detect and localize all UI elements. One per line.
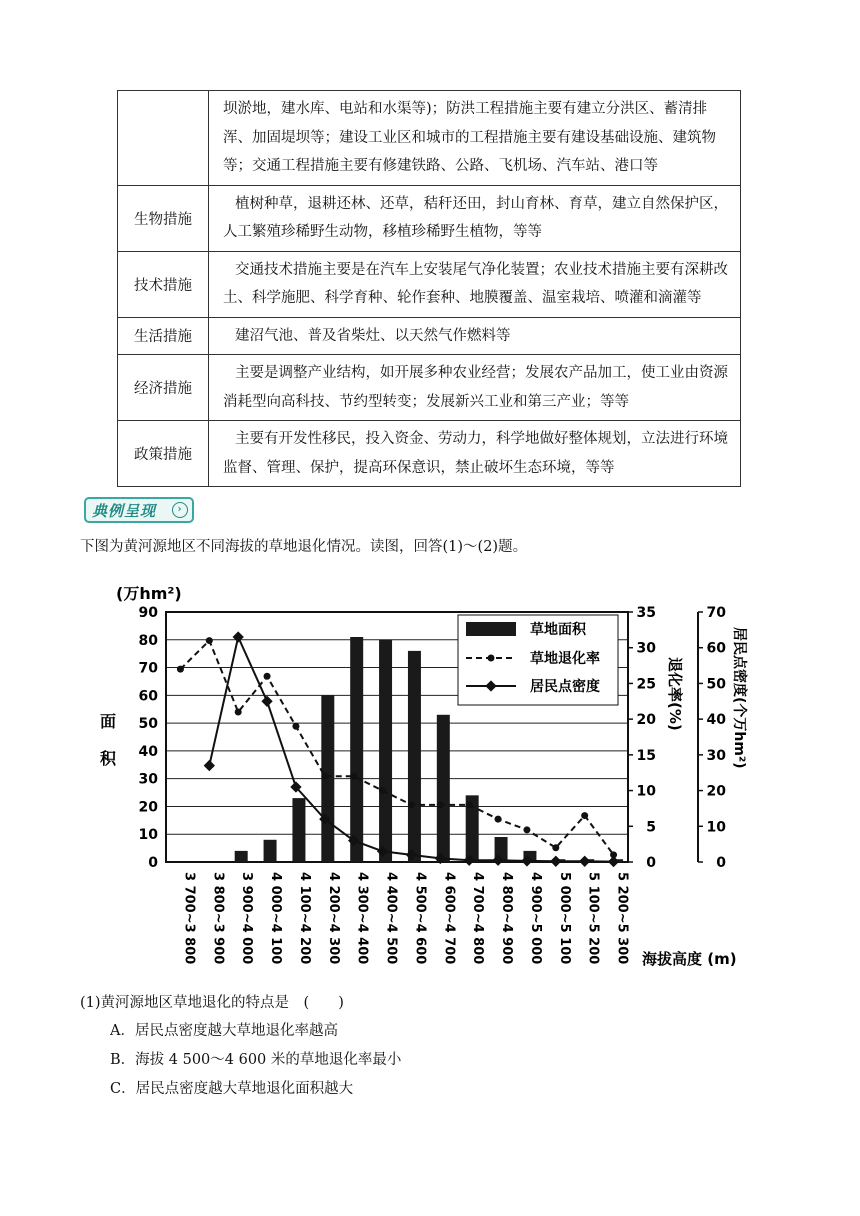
option-a[interactable]: A．居民点密度越大草地退化率越高	[110, 1023, 338, 1039]
description-text: 植树种草，退耕还林、还草，秸秆还田，封山育林、育草，建立自然保护区，人工繁殖珍稀野生动物，移植珍稀野生植物，等等	[223, 195, 728, 240]
chart-svg	[80, 552, 780, 977]
bar-mark	[235, 851, 248, 862]
x-tick-label: 4 400~4 500	[383, 872, 399, 965]
x-tick-label: 4 200~4 300	[325, 872, 341, 965]
bar-mark	[264, 840, 277, 862]
density-point	[550, 856, 561, 867]
category-cell: 生物措施	[118, 185, 209, 251]
x-tick-label: 3 800~3 900	[210, 872, 226, 965]
description-cell	[209, 317, 741, 355]
bar-mark	[437, 715, 450, 862]
y-mid-tick-label: 25	[636, 676, 656, 693]
category-cell: 政策措施	[118, 421, 209, 487]
y-right-tick-label: 0	[716, 855, 726, 871]
badge-label: 典例呈现	[92, 501, 157, 520]
y-right-tick-label: 60	[706, 640, 726, 657]
rate-point	[437, 801, 444, 808]
description-text: 主要是调整产业结构，如开展多种农业经营；发展农产品加工，使工业由资源消耗型向高科技、节约型转变；发展新兴工业和第三产业；等等	[223, 365, 728, 410]
description-cell	[209, 91, 741, 186]
rate-point	[408, 801, 415, 808]
x-tick-label: 5 000~5 100	[556, 872, 572, 965]
bar-mark	[292, 798, 305, 862]
option-b[interactable]: B．海拔 4 500～4 600 米的草地退化率最小	[110, 1052, 402, 1068]
density-point	[608, 856, 619, 867]
y-mid-tick-label: 5	[646, 819, 656, 836]
y-left-title: 面	[100, 712, 117, 731]
y-right-title: 居民点密度(个万hm²)	[731, 627, 747, 769]
y-mid-tick-label: 35	[636, 605, 656, 621]
rate-point	[581, 812, 588, 819]
density-point	[233, 631, 244, 642]
x-axis-title: 海拔高度 (m)	[642, 950, 737, 968]
legend-label: 居民点密度	[530, 679, 600, 695]
description-cell	[209, 185, 741, 251]
x-tick-label: 4 300~4 400	[354, 872, 370, 965]
y-mid-tick-label: 10	[636, 783, 656, 800]
table-row	[118, 317, 741, 355]
y-mid-tick-label: 20	[636, 712, 656, 729]
table-row	[118, 355, 741, 421]
y-left-tick-label: 10	[138, 827, 158, 844]
intro-text: 下图为黄河源地区不同海拔的草地退化情况。读图，回答(1)～(2)题。	[80, 539, 528, 555]
description-text: 交通技术措施主要是在汽车上安装尾气净化装置；农业技术措施主要有深耕改土、科学施肥、科学育种、轮作套种、地膜覆盖、温室栽培、喷灌和滴灌等	[223, 261, 728, 306]
y-left-tick-label: 80	[138, 632, 158, 649]
legend-rate-marker	[488, 655, 495, 662]
legend-bar-swatch	[466, 622, 516, 636]
x-tick-label: 4 700~4 800	[470, 872, 486, 965]
measures-table	[117, 90, 741, 487]
arrow-right-icon: ›	[172, 502, 188, 518]
y-left-tick-label: 90	[138, 605, 158, 621]
x-tick-label: 4 000~4 100	[268, 872, 284, 965]
legend-label: 草地面积	[530, 622, 586, 638]
y-mid-tick-label: 0	[646, 855, 656, 871]
y-left-tick-label: 40	[138, 743, 158, 760]
y-left-tick-label: 70	[138, 660, 158, 677]
option-c[interactable]: C．居民点密度越大草地退化面积越大	[110, 1081, 354, 1097]
description-text: 主要有开发性移民，投入资金、劳动力，科学地做好整体规划，立法进行环境监督、管理、保护，提高环保意识，禁止破坏生态环境，等等	[223, 431, 728, 476]
y-right-tick-label: 20	[706, 783, 726, 800]
category-cell	[118, 91, 209, 186]
density-point	[261, 696, 272, 707]
rate-point	[350, 773, 357, 780]
rate-point	[523, 826, 530, 833]
table-row	[118, 421, 741, 487]
rate-point	[321, 773, 328, 780]
x-tick-label: 3 700~3 800	[181, 872, 197, 965]
description-cell	[209, 355, 741, 421]
rate-point	[264, 673, 271, 680]
y-right-tick-label: 50	[706, 676, 726, 693]
rate-point	[466, 801, 473, 808]
bar-mark	[379, 640, 392, 862]
y-right-tick-label: 40	[706, 712, 726, 729]
example-badge	[84, 497, 194, 523]
rate-point	[292, 723, 299, 730]
rate-point	[206, 637, 213, 644]
rate-point	[177, 666, 184, 673]
y-left-tick-label: 50	[138, 716, 158, 733]
description-cell	[209, 421, 741, 487]
x-tick-label: 4 500~4 600	[412, 872, 428, 965]
description-text: 建沼气池、普及省柴灶、以天然气作燃料等	[235, 327, 511, 344]
table-row	[118, 251, 741, 317]
grassland-chart	[80, 552, 780, 977]
y-right-tick-label: 30	[706, 747, 726, 764]
x-tick-label: 4 800~4 900	[499, 872, 515, 965]
x-tick-label: 3 900~4 000	[239, 872, 255, 965]
y-right-tick-label: 70	[706, 605, 726, 621]
y-left-tick-label: 20	[138, 799, 158, 816]
y-left-tick-label: 0	[148, 855, 158, 871]
density-point	[579, 856, 590, 867]
y-mid-tick-label: 15	[636, 747, 656, 764]
bar-mark	[350, 637, 363, 862]
y-left-title: 积	[100, 749, 117, 768]
table-row	[118, 91, 741, 186]
rate-point	[235, 709, 242, 716]
x-tick-label: 5 100~5 200	[585, 872, 601, 965]
table-row	[118, 185, 741, 251]
bar-mark	[408, 651, 421, 862]
legend-label: 草地退化率	[530, 651, 600, 667]
y-left-tick-label: 60	[138, 688, 158, 705]
unit-label: (万hm²)	[116, 584, 182, 603]
category-cell: 经济措施	[118, 355, 209, 421]
y-mid-tick-label: 30	[636, 640, 656, 657]
x-tick-label: 4 100~4 200	[296, 872, 312, 965]
rate-point	[379, 787, 386, 794]
y-mid-title: 退化率(%)	[666, 657, 684, 731]
rate-point	[495, 816, 502, 823]
description-text: 坝淤地，建水库、电站和水渠等)；防洪工程措施主要有建立分洪区、蓄清排浑、加固堤坝等；建设工业区和城市的工程措施主要有建设基础设施、建筑物等；交通工程措施主要有修建铁路、公路、飞机场、汽车站、港口等	[223, 101, 716, 174]
x-tick-label: 5 200~5 300	[614, 872, 630, 965]
density-point	[204, 760, 215, 771]
x-tick-label: 4 600~4 700	[441, 872, 457, 965]
category-cell: 技术措施	[118, 251, 209, 317]
y-left-tick-label: 30	[138, 771, 158, 788]
y-right-tick-label: 10	[706, 819, 726, 836]
x-tick-label: 4 900~5 000	[527, 872, 543, 965]
rate-point	[552, 844, 559, 851]
question-stem: (1)黄河源地区草地退化的特点是 ( )	[80, 995, 344, 1011]
description-cell	[209, 251, 741, 317]
category-cell: 生活措施	[118, 317, 209, 355]
